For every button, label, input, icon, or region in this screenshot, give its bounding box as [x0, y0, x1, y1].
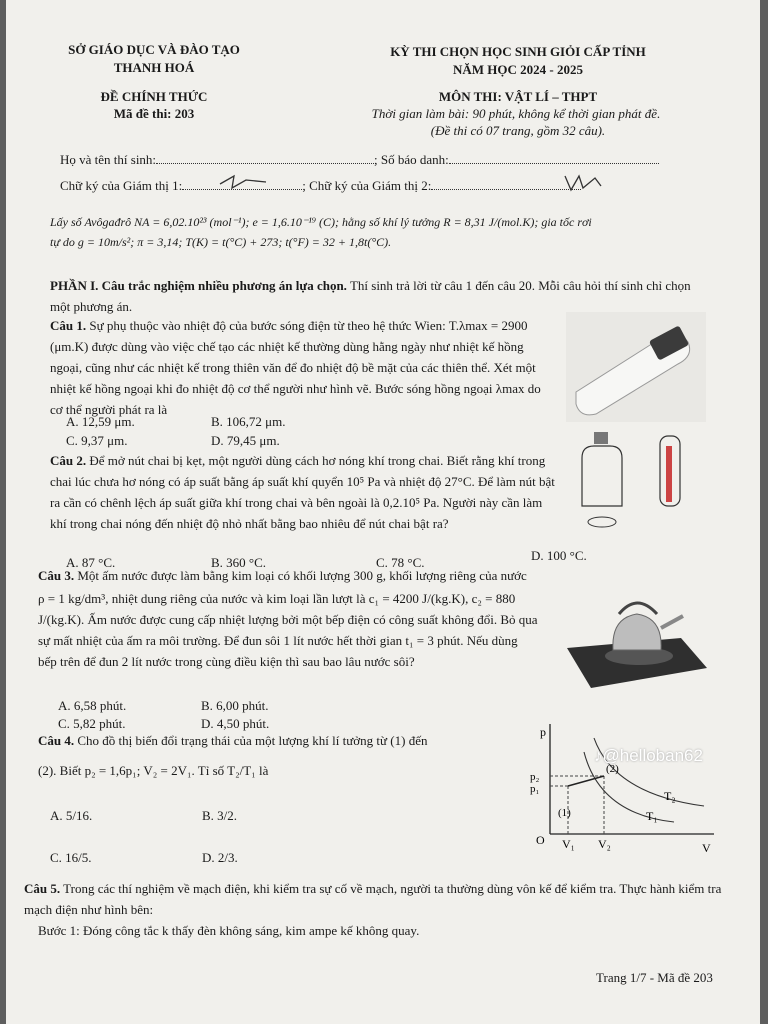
question-4-condition: (2). Biết p₂ = 1,6p₁; V₂ = 2V₁. Tỉ số T₂/T₁ là	[38, 763, 269, 778]
t2-label: T₂	[664, 789, 676, 803]
q1-option-a[interactable]: A. 12,59 μm.	[66, 414, 135, 429]
question-3-text-1: Một ấm nước được làm bằng kim loại có khối lượng 300 g, khối lượng riêng của nước	[77, 568, 527, 583]
part1-title: PHẦN I. Câu trắc nghiệm nhiều phương án lựa chọn.	[50, 278, 347, 293]
p2-label: p₂	[530, 771, 540, 783]
v2-label: V₂	[598, 837, 611, 851]
question-5-step1: Bước 1: Đóng công tắc k thấy đèn không sáng, kim ampe kế không quay.	[38, 923, 420, 938]
question-3-line1	[38, 565, 724, 586]
exam-code: Mã đề thi: 203	[113, 106, 195, 121]
q4-option-b[interactable]: B. 3/2.	[202, 808, 238, 823]
constants	[50, 212, 710, 252]
question-1-text: Sự phụ thuộc vào nhiệt độ của bước sóng điện từ theo hệ thức Wien: T.λmax = 2900 (μm.K) được dùng vào việc chế tạo các nhiệt kế thường dùng hằng ngày như nhiệt kế hồng ngoại, cũng như các nhiệt kế trong thiên văn để đo nhiệt độ bề mặt của các thiên thể. Xét một nhiệt kế hồng ngoại khi đo nhiệt độ cơ thể người như hình vẽ. Bước sóng hồng ngoại λmax do cơ thể người phát ra là	[50, 318, 541, 417]
q4-option-c[interactable]: C. 16/5.	[50, 850, 92, 865]
q1-option-d[interactable]: D. 79,45 μm.	[211, 433, 280, 448]
question-3: ρ = 1 kg/dm³, nhiệt dung riêng của nước và kim loại lần lượt là c₁ = 4200 J/(kg.K), c₂ = 880 J/(kg.K). Ấm nước được cung cấp nhiệt lượng bởi một bếp điện có công suất không đổi. Bỏ qua sự mất nhiệt của ấm ra môi trường. Để đun sôi 1 lít nước hết thời gian t₁ = 3 phút. Nếu dùng bếp trên để đun 2 lít nước trong cùng điều kiện thì sau bao lâu nước sôi?	[38, 591, 538, 669]
q2-option-d[interactable]: D. 100 °C.	[531, 548, 587, 563]
question-5	[24, 878, 734, 920]
q3-option-c[interactable]: C. 5,82 phút.	[58, 716, 126, 731]
bottle-icon	[574, 428, 704, 538]
question-5-number: Câu 5.	[24, 881, 61, 896]
page-footer: Trang 1/7 - Mã đề 203	[596, 970, 713, 985]
supervisor2-field[interactable]	[431, 177, 581, 190]
signature-1	[216, 170, 276, 192]
p1-label: p₁	[530, 783, 540, 795]
page-count: (Đề thi có 07 trang, gồm 32 câu).	[430, 123, 606, 138]
question-4-number: Câu 4.	[38, 733, 75, 748]
supervisor1-label: Chữ ký của Giám thị 1:	[60, 178, 183, 193]
supervisor2-label: ; Chữ ký của Giám thị 2:	[302, 178, 432, 193]
question-3-number: Câu 3.	[38, 568, 75, 583]
exam-page	[6, 0, 760, 1024]
origin-label: O	[536, 833, 545, 847]
signature-2	[561, 170, 611, 194]
issuer-dept: SỞ GIÁO DỤC VÀ ĐÀO TẠO	[68, 42, 240, 57]
candidate-number-label: ; Số báo danh:	[374, 152, 449, 167]
q2-option-a[interactable]: A. 87 °C.	[66, 555, 116, 570]
candidate-number-field[interactable]	[449, 151, 659, 164]
q1-option-b[interactable]: B. 106,72 μm.	[211, 414, 286, 429]
question-2-text: Để mở nút chai bị kẹt, một người dùng cách hơ nóng khí trong chai. Biết rằng khí trong chai lúc chưa hơ nóng có áp suất bằng áp suất khí quyển 10⁵ Pa và nhiệt độ 27°C. Để làm nút bật ra cần có chênh lệch áp suất giữa khí trong chai và bên ngoài là 0,2.10⁵ Pa. Người này cần làm khí trong chai nóng đến nhiệt độ nhỏ nhất bằng bao nhiêu để nút chai bật ra?	[50, 453, 555, 531]
question-1-number: Câu 1.	[50, 318, 87, 333]
constants-line1: Lấy số Avôgađrô NA = 6,02.10²³ (mol⁻¹); e = 1,6.10⁻¹⁹ (C); hằng số khí lý tưởng R = 8,31 J/(mol.K); gia tốc rơi	[50, 215, 592, 229]
v-axis-label: V	[702, 841, 711, 854]
question-1	[50, 315, 555, 420]
signature-row	[60, 176, 710, 195]
q4-option-a[interactable]: A. 5/16.	[50, 808, 93, 823]
time-limit: Thời gian làm bài: 90 phút, không kể thời gian phát đề.	[371, 106, 661, 121]
official-label: ĐỀ CHÍNH THỨC	[100, 89, 208, 104]
p-axis-label: p	[540, 725, 546, 739]
question-2-number: Câu 2.	[50, 453, 87, 468]
part1-text: Thí sinh trả lời từ câu 1 đến câu 20. Mỗi câu hỏi thí sinh chỉ chọn một phương án.	[50, 278, 691, 314]
q2-option-c[interactable]: C. 78 °C.	[376, 555, 425, 570]
candidate-name-field[interactable]	[156, 151, 374, 164]
school-year: NĂM HỌC 2024 - 2025	[453, 62, 583, 77]
question-4-text: Cho đồ thị biến đổi trạng thái của một lượng khí lí tưởng từ (1) đến	[77, 733, 428, 748]
q1-option-c[interactable]: C. 9,37 μm.	[66, 433, 128, 448]
kettle-on-stove-icon	[561, 588, 711, 700]
question-5-text: Trong các thí nghiệm về mạch điện, khi kiểm tra sự cố về mạch, người ta thường dùng vôn kế để kiểm tra. Thực hành kiểm tra mạch điện như hình bên:	[24, 881, 722, 917]
watermark: ♪@helloban62	[594, 746, 703, 765]
q3-option-d[interactable]: D. 4,50 phút.	[201, 716, 270, 731]
exam-title: KỲ THI CHỌN HỌC SINH GIỎI CẤP TỈNH	[390, 44, 646, 59]
state-2-label: (2)	[606, 763, 619, 775]
subject: MÔN THI: VẬT LÍ – THPT	[438, 89, 598, 104]
question-4	[38, 730, 528, 751]
t1-label: T₁	[646, 809, 658, 823]
infrared-thermometer-icon	[566, 312, 706, 422]
v1-label: V₁	[562, 837, 575, 851]
state-1-label: (1)	[558, 807, 571, 819]
candidate-name-label: Họ và tên thí sinh:	[60, 152, 157, 167]
constants-line2: tự do g = 10m/s²; π = 3,14; T(K) = t(°C) + 273; t(°F) = 32 + 1,8t(°C).	[50, 235, 392, 249]
candidate-row	[60, 150, 710, 169]
issuer-province: THANH HOÁ	[113, 60, 195, 75]
pv-diagram	[524, 724, 724, 854]
q3-option-a[interactable]: A. 6,58 phút.	[58, 698, 127, 713]
q3-option-b[interactable]: B. 6,00 phút.	[201, 698, 269, 713]
q2-option-b[interactable]: B. 360 °C.	[211, 555, 267, 570]
part1-intro	[50, 275, 710, 317]
question-2	[50, 450, 555, 534]
q4-option-d[interactable]: D. 2/3.	[202, 850, 238, 865]
